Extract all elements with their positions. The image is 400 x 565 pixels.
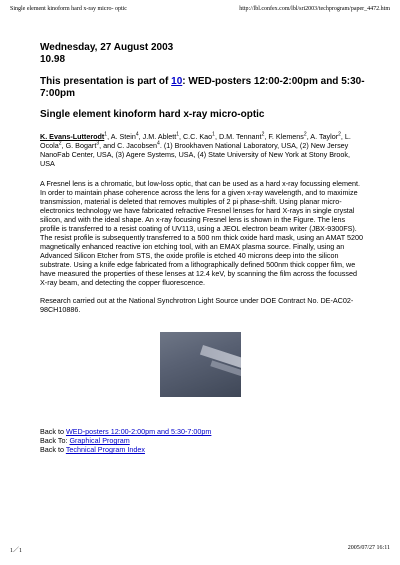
browser-title: Single element kinoform hard x-ray micro- optic <box>10 6 127 12</box>
nav-back-session: Back to WED-posters 12:00-2:00pm and 5:30-7:00pm <box>40 427 212 436</box>
author-list <box>40 132 365 168</box>
author-separator: , <box>138 132 143 141</box>
author-affiliation-number: 1 <box>176 131 179 138</box>
back-navigation <box>40 427 365 454</box>
author-name: A. Stein <box>110 132 136 141</box>
author-affiliation-number: 3 <box>96 140 100 147</box>
author-affiliation-number: 4 <box>135 131 139 138</box>
acknowledgement-text: Research carried out at the National Synchrotron Light Source under DOE Contract No. DE-AC02-98CH10886. <box>40 296 354 314</box>
author-name: G. Bogart <box>65 141 97 150</box>
technical-program-index-link[interactable]: Technical Program Index <box>65 445 145 454</box>
page-number: 1／1 <box>10 548 23 554</box>
abstract-text: A Fresnel lens is a chromatic, but low-loss optic, that can be used as a hard x-ray focussing element. In order to maintain phase coherence across the lens for a given x-ray wavelength, and to maximize transmission, material is deleted that removes multiples of 2 pi phase-shift. Using planar micro-electronics technology we have fabricated refractive Fresnel lenses for hard X-rays in single crystal silicon, and with the ideal shape. An x-ray focusing Fresnel lens is shown in the Figure. The lens profile is transferred to a resist coating of UV113, using a JEOL electron beam writer (JBX-9300FS). The resist profile is subsequently transferred to a 500 nm thick oxide hard mask, using an AMAT 5200 magnetically enhanced reactive ion etching tool, with an EMAX plasma source. Finally, using an Advanced Silicon Etcher from STS, the oxide profile is etched 40 microns deep into the silicon substrate. Using a knife edge fabricated from a lithographically defined 500nm thick copper film, we have measured the properties of these lenses at 12.4 keV, by scanning the film across the focussed X-ray beam, and detecting the copper fluorescence. <box>40 179 363 287</box>
time-line: 10.98 <box>40 54 66 65</box>
session-prefix: This presentation is part of <box>40 76 172 87</box>
lens-figure-image <box>160 332 241 397</box>
paper-content <box>40 42 365 454</box>
author-affiliation-number: 1 <box>104 131 108 138</box>
page-url: http://lbl.confex.com/lbl/sri2003/techprogram/paper_4472.htm <box>239 6 390 12</box>
author-name: D.M. Tennant <box>218 132 262 141</box>
author-separator: , <box>61 141 66 150</box>
author-separator: , <box>107 132 111 141</box>
nav-back-technical: Back to Technical Program Index <box>40 445 145 454</box>
author-separator: . <box>159 141 164 150</box>
author-separator: , <box>214 132 219 141</box>
presenting-author: K. Evans-Lutterodt <box>40 132 105 141</box>
author-affiliation-number: 4 <box>157 140 160 147</box>
author-name: L. Ocola <box>40 132 351 150</box>
author-name: C. Jacobsen <box>117 141 158 150</box>
session-link[interactable]: 10 <box>171 76 183 87</box>
author-separator: , <box>178 132 183 141</box>
author-affiliation-number: 1 <box>212 131 215 138</box>
author-affiliation-number: 2 <box>58 140 62 147</box>
author-separator: , <box>340 132 345 141</box>
session-info <box>40 76 365 100</box>
author-affiliation-number: 2 <box>338 131 341 138</box>
author-name: F. Klemens <box>268 132 304 141</box>
print-datetime: 2005/07/27 16:11 <box>347 545 390 551</box>
session-suffix: : WED-posters 12:00-2:00pm and 5:30-7:00pm <box>40 76 365 99</box>
author-affiliation-number: 2 <box>303 131 307 138</box>
author-name: C.C. Kao <box>182 132 213 141</box>
author-affiliation-number: 2 <box>261 131 265 138</box>
author-separator: , and <box>99 141 118 150</box>
paper-title: Single element kinoform hard x-ray micro-optic <box>40 109 265 120</box>
author-separator: , <box>264 132 269 141</box>
nav-back-graphical: Back To: Graphical Program <box>40 436 130 445</box>
author-name: A. Taylor <box>310 132 339 141</box>
date-line: Wednesday, 27 August 2003 <box>40 42 174 53</box>
author-name: J.M. Ablett <box>142 132 177 141</box>
back-to-session-link[interactable]: WED-posters 12:00-2:00pm and 5:30-7:00pm <box>65 427 212 436</box>
affiliations: (1) Brookhaven National Laboratory, USA, (2) New Jersey NanoFab Center, USA, (3) Agere Systems, USA, (4) State University of New York at Stony Brook, USA <box>40 141 350 168</box>
author-separator: , <box>306 132 311 141</box>
graphical-program-link[interactable]: Graphical Program <box>69 436 130 445</box>
